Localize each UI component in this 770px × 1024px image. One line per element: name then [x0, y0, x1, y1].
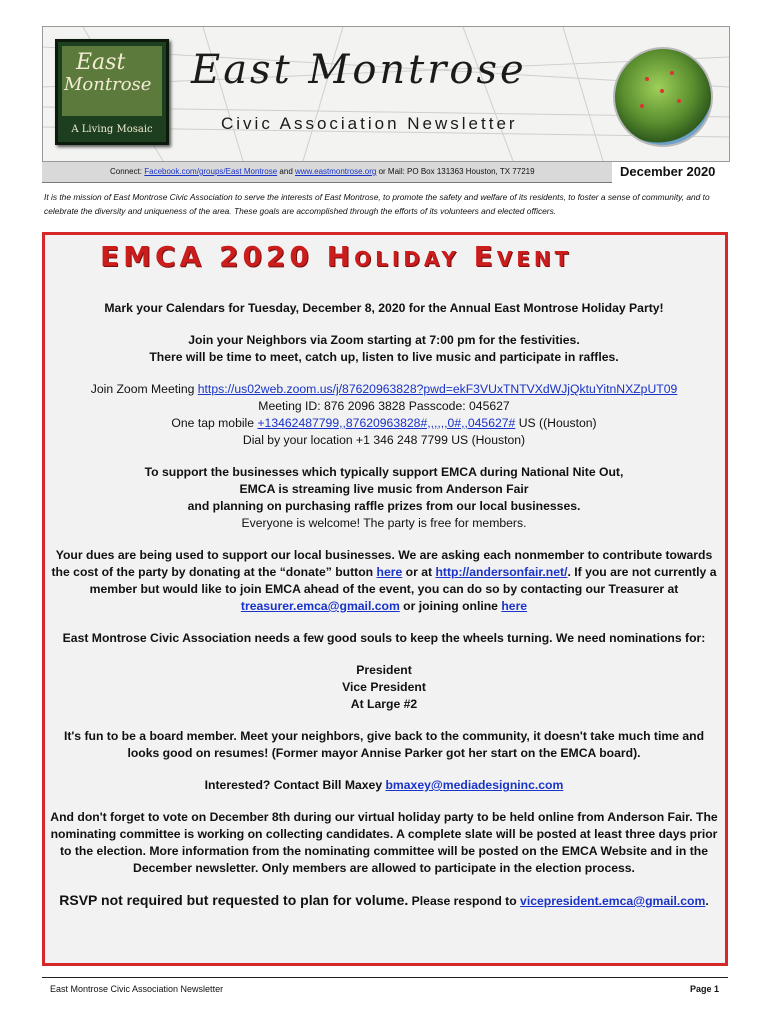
welcome-note: Everyone is welcome! The party is free for members. — [241, 516, 527, 530]
newsletter-title: East Montrose — [191, 47, 527, 93]
vote-paragraph: And don't forget to vote on December 8th during our virtual holiday party to be held online from Anderson Fair. The nominating committee is working on collecting candidates. A complete slate will be posted at least three days prior to the election. More information from the nominating committee will be posted on the EMCA Website and in the December newsletter. Only members are allowed to participate in the election process. — [50, 810, 718, 875]
join-neighbors: Join your Neighbors via Zoom starting at 7:00 pm for the festivities. There will be time to meet, catch up, listen to live music and participate in raffles. — [149, 333, 619, 364]
newsletter-subtitle: Civic Association Newsletter — [221, 114, 518, 133]
event-content — [48, 300, 720, 925]
mission-statement: It is the mission of East Montrose Civic Association to serve the interests of East Montrose, to promote the safety and welfare of its residents, to foster a sense of community, and to celebrate the diversity and uniqueness of the area. These goals are accomplished through the efforts of its volunteers and elected officers. — [44, 192, 710, 216]
masthead — [42, 26, 730, 162]
association-logo — [55, 39, 169, 145]
facebook-link[interactable]: Facebook.com/groups/East Montrose — [144, 167, 278, 176]
footer-rule — [42, 977, 728, 978]
footer-title: East Montrose Civic Association Newsletter — [50, 984, 224, 994]
anderson-fair-link[interactable]: http://andersonfair.net/ — [435, 565, 568, 579]
dial-info: Dial by your location +1 346 248 7799 US (Houston) — [242, 433, 526, 447]
donate-here-link[interactable]: here — [376, 565, 403, 579]
nominations-text: East Montrose Civic Association needs a few good souls to keep the wheels turning. We need nominations for: — [62, 631, 706, 645]
treasurer-email-link[interactable]: treasurer.emca@gmail.com — [240, 599, 400, 613]
website-link[interactable]: www.eastmontrose.org — [295, 167, 377, 176]
logo-tagline: A Living Mosaic — [71, 124, 153, 135]
contact-line: Interested? Contact Bill Maxey bmaxey@mediadesigninc.com — [204, 778, 564, 792]
positions-list — [48, 662, 720, 713]
support-info: To support the businesses which typically support EMCA during National Nite Out, EMCA is streaming live music from Anderson Fair and planning on purchasing raffle prizes from our local businesses. Everyone is welcome! The party is free for members. — [144, 465, 624, 530]
position-item: Vice President — [342, 680, 426, 694]
event-title: EMCA 2020 Holiday Event — [100, 240, 573, 273]
mark-calendars: Mark your Calendars for Tuesday, December 8, 2020 for the Annual East Montrose Holiday Party! — [104, 301, 664, 315]
dues-paragraph: Your dues are being used to support our local businesses. We are asking each nonmember to contribute towards the cost of the party by donating at the “donate” button here or at http://andersonfair.net/. If you are not currently a member but would like to join EMCA ahead of the event, you can do so by contacting our Treasurer at treasurer.emca@gmail.com or joining online here — [51, 548, 717, 613]
board-member-text: It's fun to be a board member. Meet your neighbors, give back to the community, it doesn't take much time and looks good on resumes! (Former mayor Annise Parker got her start on the EMCA board). — [63, 729, 705, 760]
one-tap-link[interactable]: +13462487799,,87620963828#,,,,,,0#,,045627# — [257, 416, 516, 430]
zoom-info: Join Zoom Meeting https://us02web.zoom.us/j/87620963828?pwd=ekF3VUxTNTVXdWJjQktuYitnNXZpUT09 Meeting ID: 876 2096 3828 Passcode: 045627 One tap mobile +13462487799,,87620963828#,,,,,,0#,,045627# US ((Houston) Dial by your location +1 346 248 7799 US (Houston) — [90, 382, 678, 447]
rsvp-email-link[interactable]: vicepresident.emca@gmail.com — [520, 894, 706, 908]
meeting-id: Meeting ID: 876 2096 3828 Passcode: 045627 — [258, 399, 510, 413]
zoom-link[interactable]: https://us02web.zoom.us/j/87620963828?pwd=ekF3VUxTNTVXdWJjQktuYitnNXZpUT09 — [197, 382, 678, 396]
position-item: At Large #2 — [350, 697, 418, 711]
join-online-link[interactable]: here — [501, 599, 528, 613]
tree-image — [613, 47, 713, 147]
connect-line: Connect: Facebook.com/groups/East Montrose and www.eastmontrose.org or Mail: PO Box 131363 Houston, TX 77219 — [110, 167, 535, 176]
page-number: Page 1 — [690, 984, 720, 994]
contact-email-link[interactable]: bmaxey@mediadesigninc.com — [385, 778, 564, 792]
position-item: President — [356, 663, 412, 677]
logo-east: East — [76, 50, 126, 75]
logo-montrose: Montrose — [64, 74, 152, 95]
rsvp-line: RSVP not required but requested to plan for volume. Please respond to vicepresident.emca@gmail.com. — [59, 892, 709, 908]
issue-date: December 2020 — [620, 164, 716, 179]
